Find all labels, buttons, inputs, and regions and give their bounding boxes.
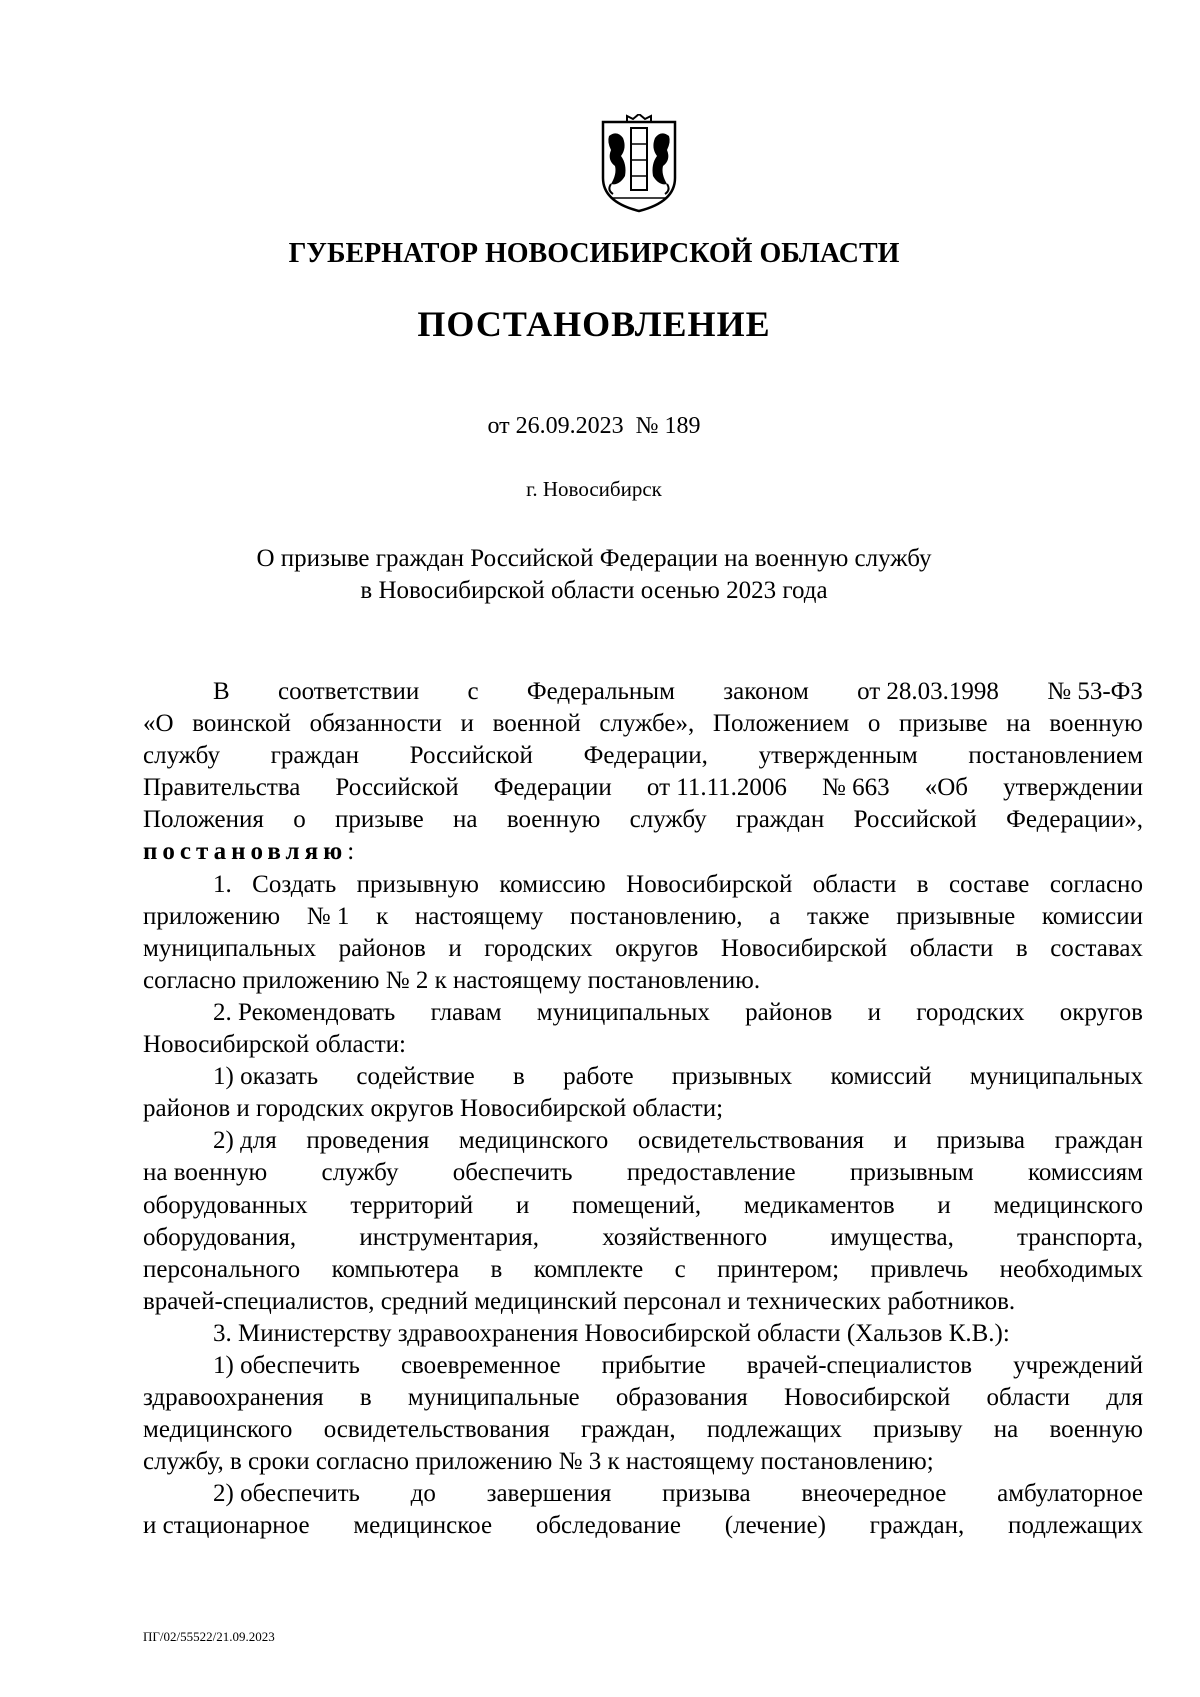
- body-word: граждан: [735, 806, 825, 834]
- body-word: Положения: [143, 806, 264, 834]
- body-word: также: [807, 902, 870, 930]
- body-line: 3. Министерству здравоохранения Новосибирской области (Хальзов К.В.):: [213, 1319, 1010, 1347]
- body-word: 1) оказать: [213, 1063, 319, 1091]
- coat-of-arms-icon: [597, 114, 681, 214]
- document-body: [143, 676, 1143, 1543]
- body-line: Новосибирской области:: [143, 1031, 407, 1059]
- body-word: и: [460, 710, 474, 738]
- body-word: В: [213, 678, 230, 705]
- body-word: постановлением: [968, 742, 1143, 770]
- body-word: Новосибирской: [720, 934, 888, 962]
- body-line: [143, 1350, 1143, 1382]
- body-word: составе: [949, 870, 1030, 898]
- body-word: 2) для: [213, 1127, 277, 1155]
- body-word: (лечение): [724, 1512, 826, 1540]
- body-word: муниципальные: [407, 1384, 580, 1412]
- footer-document-code: ПГ/02/55522/21.09.2023: [143, 1629, 275, 1644]
- body-word: в: [490, 1255, 503, 1283]
- body-word: содействие: [356, 1063, 475, 1091]
- body-word: области: [812, 870, 897, 898]
- body-word: № 663: [822, 774, 890, 802]
- body-word: Российской: [335, 774, 459, 802]
- body-word: освидетельствования: [323, 1416, 550, 1444]
- resolve-line: [143, 836, 1143, 868]
- body-word: работе: [563, 1063, 634, 1091]
- body-line: [143, 1382, 1143, 1414]
- body-word: 2. Рекомендовать: [213, 998, 396, 1026]
- body-word: о: [867, 710, 881, 738]
- body-line: [143, 1222, 1143, 1254]
- body-word: привлечь: [870, 1255, 969, 1283]
- body-word: и: [937, 1191, 951, 1219]
- body-word: приложению: [143, 902, 281, 930]
- body-word: призывным: [849, 1159, 974, 1187]
- body-line: согласно приложению № 2 к настоящему постановлению.: [143, 966, 761, 994]
- body-word: воинской: [192, 710, 291, 738]
- body-word: граждан: [1054, 1127, 1143, 1155]
- body-word: муниципальных: [536, 998, 710, 1026]
- city-line: г. Новосибирск: [526, 477, 662, 501]
- body-word: Положением: [712, 710, 850, 738]
- body-word: службу: [321, 1159, 399, 1187]
- date-and-number: от 26.09.2023 № 189: [487, 413, 701, 439]
- body-word: муниципальных: [143, 934, 317, 962]
- body-line: [143, 772, 1143, 804]
- body-word: службу: [629, 806, 707, 834]
- body-word: комиссии: [1041, 902, 1143, 930]
- body-word: № 1: [306, 902, 350, 930]
- body-word: оборудованных: [143, 1191, 308, 1219]
- body-line: [143, 901, 1143, 933]
- body-word: завершения: [486, 1480, 612, 1508]
- body-word: военной: [492, 710, 581, 738]
- body-word: в: [1015, 934, 1028, 962]
- body-word: районов: [745, 998, 833, 1026]
- body-word: в: [359, 1384, 372, 1412]
- body-word: обязанности: [309, 710, 442, 738]
- body-word: граждан,: [581, 1416, 676, 1444]
- body-word: амбулаторное: [997, 1480, 1143, 1508]
- body-word: компьютера: [331, 1255, 460, 1283]
- body-word: необходимых: [999, 1255, 1143, 1283]
- body-word: учреждений: [1013, 1351, 1143, 1379]
- body-word: городских: [916, 998, 1025, 1026]
- body-word: призыва: [936, 1127, 1026, 1155]
- body-word: внеочередное: [801, 1480, 947, 1508]
- body-word: и: [867, 998, 881, 1026]
- issuer-title: ГУБЕРНАТОР НОВОСИБИРСКОЙ ОБЛАСТИ: [288, 238, 900, 269]
- body-word: принтером;: [717, 1255, 840, 1283]
- body-line: [143, 1157, 1143, 1189]
- body-word: от 28.03.1998: [857, 678, 999, 705]
- body-word: комиссию: [499, 870, 606, 898]
- body-word: призывных: [671, 1063, 793, 1091]
- body-word: службу: [143, 742, 220, 770]
- body-line: [143, 1125, 1143, 1157]
- body-word: военную: [1049, 1416, 1143, 1444]
- body-line: [143, 933, 1143, 965]
- body-word: транспорта,: [1017, 1223, 1143, 1251]
- body-word: граждан,: [869, 1512, 965, 1540]
- body-line: [143, 1510, 1143, 1542]
- body-word: муниципальных: [969, 1063, 1143, 1091]
- body-line: [143, 869, 1143, 901]
- body-word: области: [986, 1384, 1071, 1412]
- body-word: врачей-специалистов: [746, 1351, 973, 1379]
- body-word: в: [916, 870, 929, 898]
- body-word: на военную: [143, 1159, 268, 1187]
- body-word: комиссиям: [1027, 1159, 1143, 1187]
- body-word: Правительства: [143, 774, 301, 802]
- body-word: предоставление: [626, 1159, 796, 1187]
- body-word: и стационарное: [143, 1512, 310, 1540]
- body-word: комиссий: [830, 1063, 932, 1091]
- body-word: медицинского: [993, 1191, 1143, 1219]
- body-word: согласно: [1049, 870, 1143, 898]
- body-word: «Об: [924, 774, 968, 802]
- body-word: к: [376, 902, 389, 930]
- body-word: главам: [430, 998, 502, 1026]
- body-word: Федерации: [493, 774, 612, 802]
- body-word: 2) обеспечить: [213, 1480, 360, 1508]
- body-word: № 53-ФЗ: [1047, 678, 1143, 705]
- body-line: [143, 1061, 1143, 1093]
- body-word: службе»,: [599, 710, 695, 738]
- body-line: [143, 708, 1143, 740]
- body-word: с: [467, 678, 479, 705]
- resolve-word: постановляю: [143, 838, 348, 866]
- body-word: на: [1006, 710, 1031, 738]
- body-word: Федерации,: [583, 742, 708, 770]
- subject-line: О призыве граждан Российской Федерации на военную службу: [256, 545, 932, 572]
- body-word: Российской: [409, 742, 533, 770]
- body-word: составах: [1050, 934, 1143, 962]
- body-word: хозяйственного: [602, 1223, 768, 1251]
- document-subject: [0, 543, 1188, 607]
- body-word: обследование: [535, 1512, 682, 1540]
- body-word: прибытие: [601, 1351, 706, 1379]
- body-line: [143, 997, 1143, 1029]
- body-word: Федеральным: [526, 678, 675, 705]
- body-word: городских: [484, 934, 593, 962]
- body-line: [143, 740, 1143, 772]
- body-word: комплекте: [533, 1255, 644, 1283]
- body-line: районов и городских округов Новосибирской области;: [143, 1095, 724, 1123]
- body-line: [143, 1254, 1143, 1286]
- body-word: постановлению,: [569, 902, 743, 930]
- body-word: проведения: [306, 1127, 430, 1155]
- body-word: граждан: [270, 742, 359, 770]
- body-word: а: [769, 902, 781, 930]
- body-word: округов: [1059, 998, 1143, 1026]
- body-word: образования: [615, 1384, 748, 1412]
- resolve-suffix: :: [347, 838, 355, 866]
- body-word: до: [410, 1480, 436, 1508]
- body-word: на: [993, 1416, 1019, 1444]
- body-line: [143, 1190, 1143, 1222]
- body-word: 1.: [213, 870, 232, 898]
- body-word: настоящему: [414, 902, 544, 930]
- body-word: в: [513, 1063, 525, 1091]
- document-type-title: ПОСТАНОВЛЕНИЕ: [417, 304, 771, 344]
- body-word: и: [893, 1127, 907, 1155]
- body-word: здравоохранения: [143, 1384, 324, 1412]
- body-word: и: [448, 934, 462, 962]
- body-word: законом: [723, 678, 809, 705]
- body-word: с: [674, 1255, 686, 1283]
- body-word: Создать: [252, 870, 337, 898]
- body-word: освидетельствования: [637, 1127, 864, 1155]
- body-word: «О: [143, 710, 174, 738]
- body-word: военную: [1049, 710, 1143, 738]
- body-word: инструментария,: [359, 1223, 539, 1251]
- body-word: округов: [615, 934, 699, 962]
- body-word: от 11.11.2006: [646, 774, 787, 802]
- body-word: военную: [506, 806, 601, 834]
- body-word: районов: [338, 934, 426, 962]
- body-line: [143, 804, 1143, 836]
- body-word: и: [515, 1191, 530, 1219]
- body-word: Федерации»,: [1006, 806, 1143, 834]
- body-word: для: [1106, 1384, 1143, 1412]
- body-word: своевременное: [400, 1351, 561, 1379]
- body-word: призыве: [898, 710, 988, 738]
- body-word: 1) обеспечить: [213, 1351, 360, 1379]
- body-line: врачей-специалистов, средний медицинский персонал и технических работников.: [143, 1287, 1016, 1315]
- body-word: медицинское: [353, 1512, 493, 1540]
- body-word: помещений,: [572, 1191, 702, 1219]
- body-line: службу, в сроки согласно приложению № 3 к настоящему постановлению;: [143, 1448, 934, 1476]
- body-word: территорий: [350, 1191, 474, 1219]
- body-word: призыва: [662, 1480, 751, 1508]
- body-word: Новосибирской: [626, 870, 793, 898]
- body-word: призывную: [356, 870, 479, 898]
- body-word: утвержденным: [758, 742, 918, 770]
- body-word: Новосибирской: [783, 1384, 951, 1412]
- body-word: на: [453, 806, 478, 834]
- body-word: соответствии: [277, 678, 420, 705]
- body-word: медицинского: [143, 1416, 293, 1444]
- body-word: подлежащих: [706, 1416, 842, 1444]
- body-word: призывные: [896, 902, 1016, 930]
- body-word: утверждении: [1003, 774, 1143, 802]
- body-word: обеспечить: [452, 1159, 573, 1187]
- body-word: медицинского: [458, 1127, 609, 1155]
- body-word: призыве: [335, 806, 424, 834]
- body-word: оборудования,: [143, 1223, 297, 1251]
- body-word: о: [293, 806, 306, 834]
- body-word: Российской: [853, 806, 977, 834]
- body-word: призыву: [873, 1416, 963, 1444]
- body-word: имущества,: [830, 1223, 954, 1251]
- body-word: медикаментов: [743, 1191, 895, 1219]
- body-line: [143, 676, 1143, 708]
- body-word: области: [909, 934, 994, 962]
- body-line: [143, 1414, 1143, 1446]
- body-line: [143, 1478, 1143, 1510]
- body-word: персонального: [143, 1255, 301, 1283]
- subject-line: в Новосибирской области осенью 2023 года: [360, 577, 828, 604]
- body-word: подлежащих: [1008, 1512, 1143, 1540]
